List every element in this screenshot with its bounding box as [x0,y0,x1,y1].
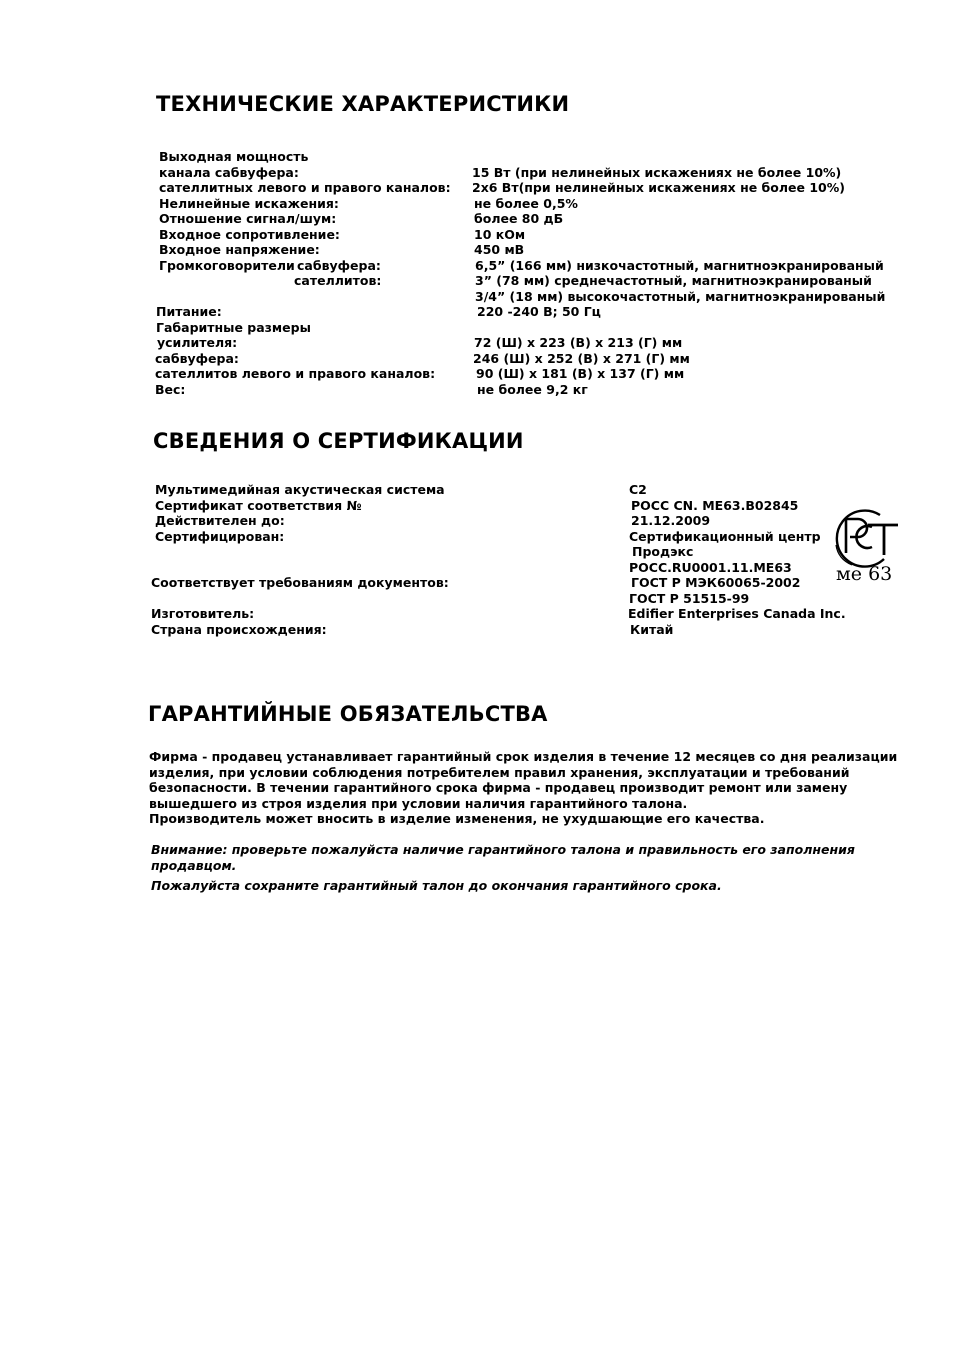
cert-value: Китай [630,622,674,637]
cert-label: Действителен до: [155,513,285,528]
cert-value: ГОСТ Р МЭК60065-2002 [631,575,801,590]
specs-title: ТЕХНИЧЕСКИЕ ХАРАКТЕРИСТИКИ [156,92,570,116]
spec-value: 450 мВ [474,242,525,257]
cert-label: Сертифицирован: [155,529,285,544]
spec-value: не более 9,2 кг [477,382,588,397]
spec-label: Входное сопротивление: [159,227,340,242]
spec-value: 72 (Ш) x 223 (В) x 213 (Г) мм [474,335,683,350]
spec-value: 3” (78 мм) среднечастотный, магнитноэкранированый [475,273,872,288]
cert-value: C2 [629,482,647,497]
notice-line: продавцом. [151,858,237,873]
spec-value: 90 (Ш) x 181 (В) x 137 (Г) мм [476,366,685,381]
spec-sublabel: сателлитов: [294,273,382,288]
spec-label: Нелинейные искажения: [159,196,339,211]
spec-value: не более 0,5% [474,196,578,211]
spec-label: сабвуфера: [155,351,239,366]
warranty-paragraph [149,749,898,827]
spec-label: Вес: [155,382,186,397]
spec-value: 10 кОм [474,227,526,242]
cert-value: Продэкс [632,544,694,559]
cert-value: РОСС CN. МЕ63.В02845 [631,498,799,513]
warranty-title: ГАРАНТИЙНЫЕ ОБЯЗАТЕЛЬСТВА [148,702,548,726]
notice-line: Внимание: проверьте пожалуйста наличие гарантийного талона и правильность его заполнения [151,842,855,857]
spec-value: 220 -240 В; 50 Гц [477,304,601,319]
spec-value: 3/4” (18 мм) высокочастотный, магнитноэкранированый [475,289,886,304]
warranty-line: Производитель может вносить в изделие изменения, не ухудшающие его качества. [149,811,765,826]
spec-sublabel: сабвуфера: [297,258,381,273]
spec-label: Громкоговорители [159,258,295,273]
pct-mark-code: ме 63 [836,563,893,585]
pct-certification-logo [828,505,900,587]
cert-label: Страна происхождения: [151,622,327,637]
warranty-line: безопасности. В течении гарантийного срока фирма - продавец производит ремонт или замену [149,780,848,795]
warranty-keep-notice [151,878,871,894]
cert-value: 21.12.2009 [631,513,711,528]
spec-label: сателлитов левого и правого каналов: [155,366,436,381]
cert-label: Соответствует требованиям документов: [151,575,449,590]
spec-label: Габаритные размеры [156,320,311,335]
cert-title: СВЕДЕНИЯ О СЕРТИФИКАЦИИ [153,429,524,453]
spec-value: 15 Вт (при нелинейных искажениях не более 10%) [472,165,842,180]
cert-value: Edifier Enterprises Canada Inc. [628,606,846,621]
spec-label: Питание: [156,304,222,319]
spec-value: 246 (Ш) x 252 (В) x 271 (Г) мм [473,351,690,366]
spec-label: усилителя: [157,335,238,350]
warranty-notice [151,842,871,874]
cert-label: Сертификат соответствия № [155,498,362,513]
keep-line: Пожалуйста сохраните гарантийный талон до окончания гарантийного срока. [151,878,722,893]
spec-value: 2x6 Вт(при нелинейных искажениях не более 10%) [472,180,845,195]
spec-value: 6,5” (166 мм) низкочастотный, магнитноэкранированый [475,258,884,273]
spec-label: Входное напряжение: [159,242,320,257]
spec-value: более 80 дБ [474,211,564,226]
cert-label: Изготовитель: [151,606,255,621]
spec-label: Отношение сигнал/шум: [159,211,337,226]
cert-value: Сертификационный центр [629,529,821,544]
spec-label: канала сабвуфера: [159,165,299,180]
cert-label: Мультимедийная акустическая система [155,482,445,497]
cert-value: РОСС.RU0001.11.МЕ63 [629,560,792,575]
spec-label: Выходная мощность [159,149,309,164]
warranty-line: изделия, при условии соблюдения потребителем правил хранения, эксплуатации и требований [149,764,850,780]
warranty-line: вышедшего из строя изделия при условии наличия гарантийного талона. [149,795,688,811]
cert-value: ГОСТ Р 51515-99 [629,591,750,606]
warranty-line: Фирма - продавец устанавливает гарантийный срок изделия в течение 12 месяцев со дня реализации [149,749,898,764]
spec-label: сателлитных левого и правого каналов: [159,180,451,195]
